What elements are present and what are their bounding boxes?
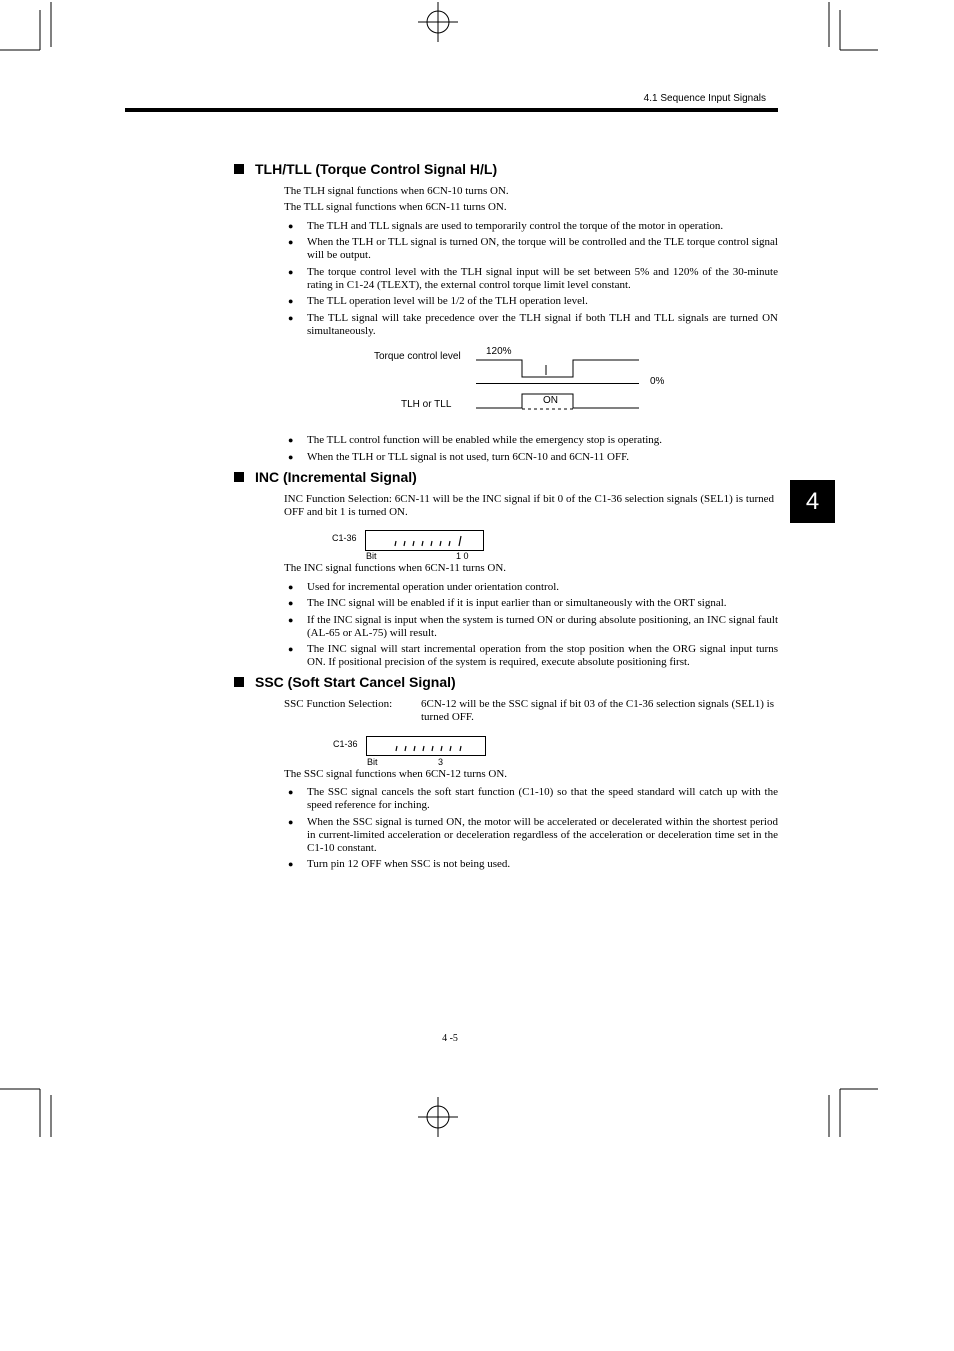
list-item [288,597,774,610]
ssc-bit-number: 3 [438,757,444,767]
ssc-after: The SSC signal functions when 6CN-12 turns ON. [284,768,508,780]
bullet-text: Turn pin 12 OFF when SSC is not being used. [307,858,511,870]
bullet-text: Used for incremental operation under orientation control. [307,581,559,593]
bullet-text: The INC signal will start incremental operation from the stop position when the ORG signal input turns ON. If positional precision of the system is required, execute absolute positioning first. [307,643,778,668]
torque-level-label: Torque control level [374,351,461,362]
bullet-icon: ● [288,859,294,869]
tlh-waveform [476,394,639,408]
bullet-icon: ● [288,817,294,827]
list-item [288,434,774,447]
heading-square-icon [234,677,244,687]
ssc-desc: 6CN-12 will be the SSC signal if bit 03 of the C1-36 selection signals (SEL1) is turned OFF. [421,698,774,723]
ssc-bit-label: Bit [367,757,378,767]
list-item [288,581,774,594]
list-item [288,786,778,812]
bullet-text: The INC signal will be enabled if it is input earlier than or simultaneously with the ORT signal. [307,597,727,609]
inc-bit-label: Bit [366,551,377,561]
ssc-heading [234,674,456,690]
on-label: ON [543,395,558,406]
tlh-tll-label: TLH or TLL [401,399,452,410]
ssc-heading-text: SSC (Soft Start Cancel Signal) [255,674,456,690]
level-120-label: 120% [486,346,512,357]
inc-heading [234,469,417,485]
bullet-text: The TLL control function will be enabled while the emergency stop is operating. [307,434,663,446]
bullet-text: The torque control level with the TLH signal input will be set between 5% and 120% of the 30-minute rating in C1-24 (TLEXT), the external control torque limit level constant. [307,266,778,291]
bullet-icon: ● [288,452,294,462]
inc-register-box [365,530,484,551]
heading-square-icon [234,472,244,482]
tlh-heading-text: TLH/TLL (Torque Control Signal H/L) [255,161,498,177]
header-rule [125,108,778,112]
bullet-text: When the TLH or TLL signal is not used, turn 6CN-10 and 6CN-11 OFF. [307,451,630,463]
bullet-icon: ● [288,267,294,277]
bullet-icon: ● [288,237,294,247]
list-item [288,295,774,308]
ssc-bit-ticks [367,737,485,755]
bullet-text: The TLL operation level will be 1/2 of the TLH operation level. [307,295,588,307]
inc-bit-numbers: 1 0 [456,551,469,561]
ssc-register-label: C1-36 [333,739,358,749]
bullet-text: When the SSC signal is turned ON, the motor will be accelerated or decelerated within the shortest period in current-limited acceleration or deceleration regardless of the acceleration or deceleration time set in the C1-10 constant. [307,816,778,854]
tlh-heading [234,161,497,177]
bullet-icon: ● [288,582,294,592]
bullet-text: The SSC signal cancels the soft start function (C1-10) so that the speed standard will catch up with the speed reference for inching. [307,786,778,811]
list-item [288,614,778,640]
timing-waveforms [370,343,670,423]
list-item [288,266,778,292]
chapter-tab [790,480,835,523]
chapter-number: 4 [805,488,820,515]
bullet-icon: ● [288,221,294,231]
heading-square-icon [234,164,244,174]
bullet-text: When the TLH or TLL signal is turned ON, the torque will be controlled and the TLE torque control signal will be output. [307,236,778,261]
list-item [288,236,778,262]
bullet-icon: ● [288,296,294,306]
inc-bit-ticks [366,531,483,550]
running-header: 4.1 Sequence Input Signals [643,93,766,104]
list-item [288,220,774,233]
ssc-register-box [366,736,486,756]
list-item [288,312,778,338]
bullet-icon: ● [288,598,294,608]
tlh-line1: The TLH signal functions when 6CN-10 turns ON. [284,185,509,197]
ssc-label: SSC Function Selection: [284,698,393,710]
bullet-text: The TLL signal will take precedence over the TLH signal if both TLH and TLL signals are turned ON simultaneously. [307,312,778,337]
bullet-icon: ● [288,644,294,654]
list-item [288,816,778,855]
tlh-line2: The TLL signal functions when 6CN-11 turns ON. [284,201,507,213]
bullet-icon: ● [288,787,294,797]
inc-heading-text: INC (Incremental Signal) [255,469,417,485]
torque-waveform [476,360,639,377]
bullet-text: If the INC signal is input when the system is turned ON or during absolute positioning, an INC signal fault (AL-65 or AL-75) will result. [307,614,778,639]
list-item [288,451,774,464]
level-0-label: 0% [650,376,665,387]
torque-timing-diagram [370,343,670,423]
page-number: 4 -5 [442,1033,458,1044]
bullet-icon: ● [288,435,294,445]
list-item [288,858,774,871]
inc-after: The INC signal functions when 6CN-11 turns ON. [284,562,507,574]
bullet-icon: ● [288,615,294,625]
bullet-text: The TLH and TLL signals are used to temporarily control the torque of the motor in operation. [307,220,724,232]
bullet-icon: ● [288,313,294,323]
inc-intro: INC Function Selection: 6CN-11 will be the INC signal if bit 0 of the C1-36 selection signals (SEL1) is turned OFF and bit 1 is turned ON. [284,493,774,518]
list-item [288,643,778,669]
inc-register-label: C1-36 [332,533,357,543]
